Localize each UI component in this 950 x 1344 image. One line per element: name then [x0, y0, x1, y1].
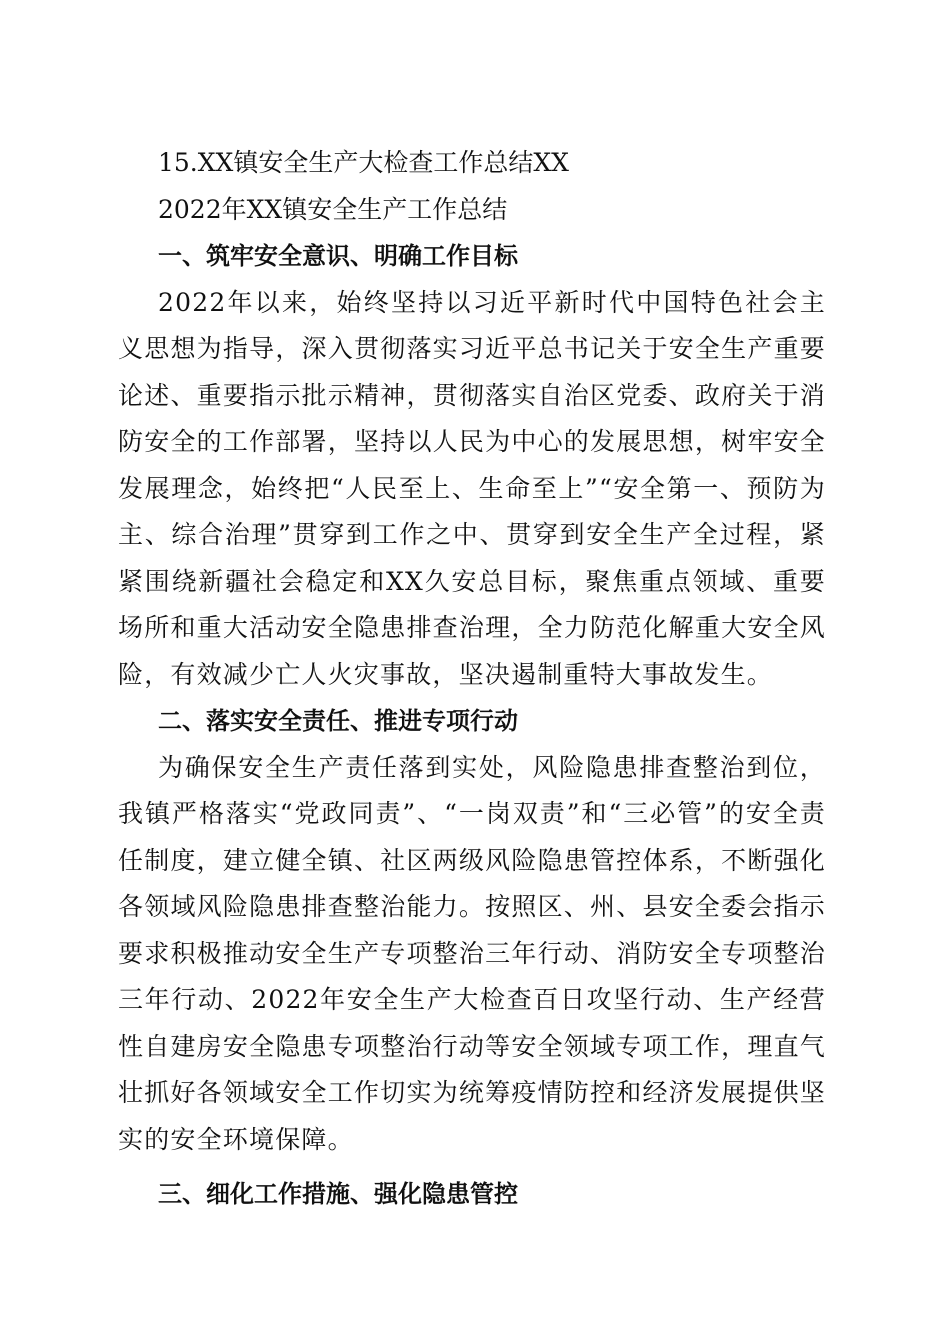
document-subtitle: 15.XX镇安全生产大检查工作总结XX [158, 148, 569, 177]
section-heading-2: 二、落实安全责任、推进专项行动 [158, 707, 518, 735]
section-heading-3: 三、细化工作措施、强化隐患管控 [158, 1180, 518, 1208]
document-title: 2022年XX镇安全生产工作总结 [158, 194, 508, 224]
document-body [118, 140, 826, 1218]
section-paragraph-2: 为确保安全生产责任落到实处，风险隐患排查整治到位，我镇严格落实“党政同责”、“一岗双责”和“三必管”的安全责任制度，建立健全镇、社区两级风险隐患管控体系，不断强化各领域风险隐患排查整治能力。按照区、州、县安全委会指示要求积极推动安全生产专项整治三年行动、消防安全专项整治三年行动、2022年安全生产大检查百日攻坚行动、生产经营性自建房安全隐患专项整治行动等安全领域专项工作，理直气壮抓好各领域安全工作切实为统筹疫情防控和经济发展提供坚实的安全环境保障。 [118, 752, 826, 1154]
section-paragraph-1: 2022年以来，始终坚持以习近平新时代中国特色社会主义思想为指导，深入贯彻落实习近平总书记关于安全生产重要论述、重要指示批示精神，贯彻落实自治区党委、政府关于消防安全的工作部署，坚持以人民为中心的发展思想，树牢安全发展理念，始终把“人民至上、生命至上”“安全第一、预防为主、综合治理”贯穿到工作之中、贯穿到安全生产全过程，紧紧围绕新疆社会稳定和XX久安总目标，聚焦重点领域、重要场所和重大活动安全隐患排查治理，全力防范化解重大安全风险，有效减少亡人火灾事故，坚决遏制重特大事故发生。 [118, 287, 826, 689]
section-heading-1: 一、筑牢安全意识、明确工作目标 [158, 242, 518, 270]
